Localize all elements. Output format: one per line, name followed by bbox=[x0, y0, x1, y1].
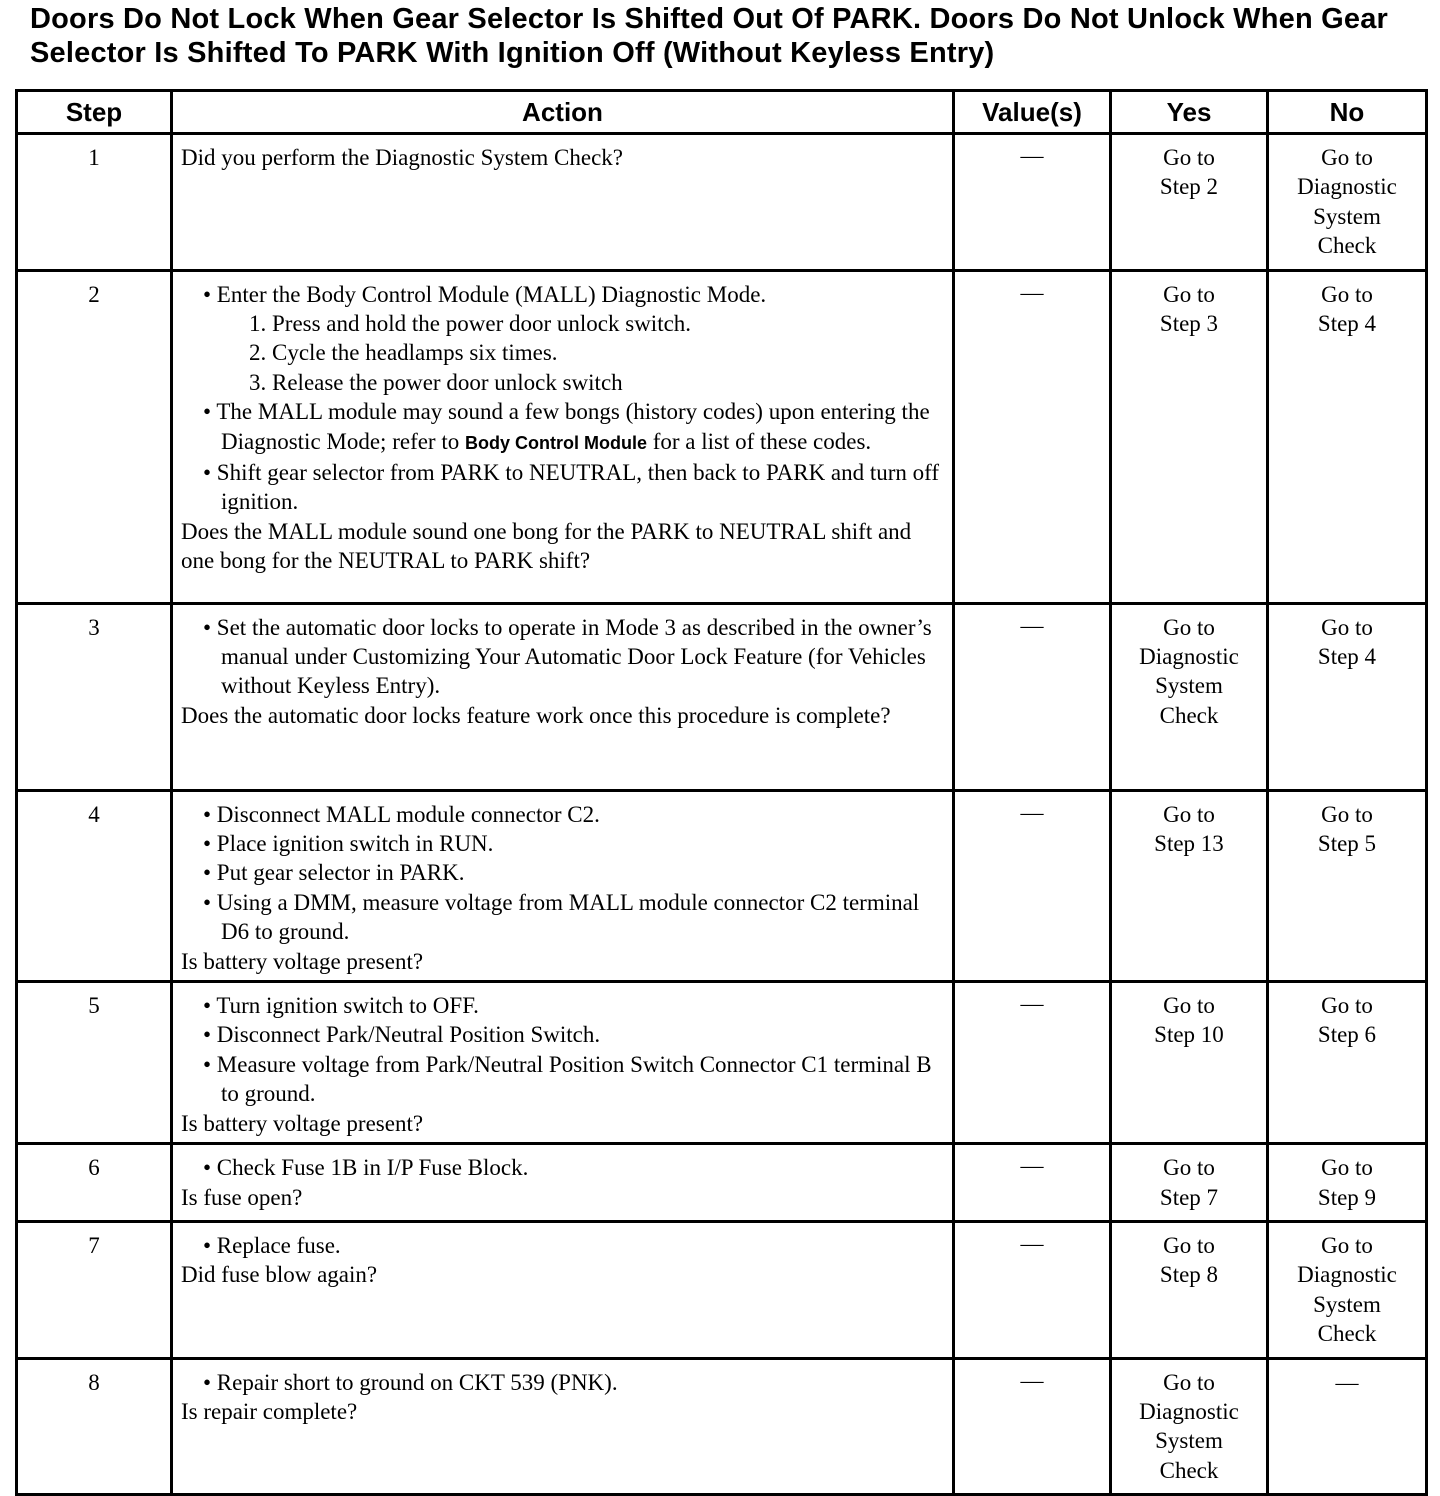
yes-cell: Go to Step 7 bbox=[1111, 1144, 1268, 1222]
value-cell: — bbox=[954, 603, 1111, 790]
yes-cell: Go to Step 13 bbox=[1111, 790, 1268, 981]
action-bullet: • Repair short to ground on CKT 539 (PNK). bbox=[203, 1369, 618, 1395]
table-row bbox=[17, 790, 1427, 981]
action-bullet: • Using a DMM, measure voltage from MALL module connector C2 terminal D6 to ground. bbox=[203, 889, 920, 945]
action-bullet: • Disconnect MALL module connector C2. bbox=[203, 801, 600, 827]
value-cell: — bbox=[954, 982, 1111, 1144]
yes-cell: Go to Step 8 bbox=[1111, 1221, 1268, 1358]
step-number: 3 bbox=[17, 603, 172, 790]
action-question: Did fuse blow again? bbox=[181, 1262, 378, 1288]
action-bullet: • Turn ignition switch to OFF. bbox=[203, 993, 479, 1019]
no-cell: Go to Step 9 bbox=[1268, 1144, 1427, 1222]
action-cell bbox=[172, 1358, 954, 1495]
step-number: 7 bbox=[17, 1221, 172, 1358]
action-cell bbox=[172, 1221, 954, 1358]
step-number: 4 bbox=[17, 790, 172, 981]
action-question: Is battery voltage present? bbox=[181, 948, 424, 974]
table-row bbox=[17, 1221, 1427, 1358]
action-cell bbox=[172, 1144, 954, 1222]
yes-cell: Go to Diagnostic System Check bbox=[1111, 1358, 1268, 1495]
action-question: Does the MALL module sound one bong for the PARK to NEUTRAL shift and one bong for the NEUTRAL to PARK shift? bbox=[181, 518, 912, 574]
value-cell: — bbox=[954, 270, 1111, 603]
action-substep: 1. Press and hold the power door unlock switch. bbox=[249, 311, 692, 337]
action-question: Is battery voltage present? bbox=[181, 1110, 424, 1136]
yes-cell: Go to Step 2 bbox=[1111, 134, 1268, 271]
action-bullet bbox=[181, 397, 946, 458]
table-header-row bbox=[17, 91, 1427, 134]
action-substep: 2. Cycle the headlamps six times. bbox=[249, 340, 558, 366]
table-row bbox=[17, 1144, 1427, 1222]
value-cell: — bbox=[954, 1221, 1111, 1358]
action-bullet: • Replace fuse. bbox=[203, 1232, 341, 1258]
step-number: 5 bbox=[17, 982, 172, 1144]
no-cell: Go to Diagnostic System Check bbox=[1268, 134, 1427, 271]
action-bullet: • Enter the Body Control Module (MALL) Diagnostic Mode. bbox=[203, 281, 767, 307]
page-title: Doors Do Not Lock When Gear Selector Is Shifted Out Of PARK. Doors Do Not Unlock When Gear Selector Is Shifted To PARK With Ignition Off (Without Keyless Entry) bbox=[30, 3, 1389, 69]
value-cell: — bbox=[954, 134, 1111, 271]
yes-cell: Go to Step 3 bbox=[1111, 270, 1268, 603]
no-cell: Go to Step 4 bbox=[1268, 603, 1427, 790]
step-number: 6 bbox=[17, 1144, 172, 1222]
header-no: No bbox=[1268, 91, 1427, 134]
no-cell: Go to Step 5 bbox=[1268, 790, 1427, 981]
yes-cell: Go to Step 10 bbox=[1111, 982, 1268, 1144]
header-action: Action bbox=[172, 91, 954, 134]
step-number: 2 bbox=[17, 270, 172, 603]
action-cell bbox=[172, 790, 954, 981]
action-bullet-text: • The MALL module may sound a few bongs (history codes) upon entering the Diagnostic Mode; refer to bbox=[203, 399, 930, 454]
yes-cell: Go to Diagnostic System Check bbox=[1111, 603, 1268, 790]
no-cell: — bbox=[1268, 1358, 1427, 1495]
no-cell: Go to Step 4 bbox=[1268, 270, 1427, 603]
table-row bbox=[17, 603, 1427, 790]
action-question: Is repair complete? bbox=[181, 1398, 358, 1424]
action-bullet: • Shift gear selector from PARK to NEUTRAL, then back to PARK and turn off ignition. bbox=[203, 460, 940, 515]
body-control-module-reference: Body Control Module bbox=[464, 432, 647, 453]
action-cell bbox=[172, 270, 954, 603]
table-row bbox=[17, 982, 1427, 1144]
header-yes: Yes bbox=[1111, 91, 1268, 134]
table-row bbox=[17, 1358, 1427, 1495]
table-row bbox=[17, 270, 1427, 603]
action-bullet: • Measure voltage from Park/Neutral Position Switch Connector C1 terminal B to ground. bbox=[203, 1051, 932, 1107]
action-cell bbox=[172, 982, 954, 1144]
no-cell: Go to Step 6 bbox=[1268, 982, 1427, 1144]
step-number: 1 bbox=[17, 134, 172, 271]
table-row bbox=[17, 134, 1427, 271]
action-cell bbox=[172, 134, 954, 271]
action-substep: 3. Release the power door unlock switch bbox=[249, 369, 623, 395]
action-bullet: • Place ignition switch in RUN. bbox=[203, 831, 494, 857]
action-bullet: • Put gear selector in PARK. bbox=[203, 860, 465, 886]
action-cell bbox=[172, 603, 954, 790]
step-number: 8 bbox=[17, 1358, 172, 1495]
action-question: Is fuse open? bbox=[181, 1184, 303, 1210]
action-question: Did you perform the Diagnostic System Check? bbox=[181, 145, 624, 170]
action-bullet-text: for a list of these codes. bbox=[646, 428, 872, 454]
action-bullet: • Set the automatic door locks to operate in Mode 3 as described in the owner’s manual under Customizing Your Automatic Door Lock Feature (for Vehicles without Keyless Entry). bbox=[203, 614, 932, 699]
no-cell: Go to Diagnostic System Check bbox=[1268, 1221, 1427, 1358]
action-bullet: • Disconnect Park/Neutral Position Switch. bbox=[203, 1022, 601, 1048]
header-values: Value(s) bbox=[954, 91, 1111, 134]
value-cell: — bbox=[954, 1144, 1111, 1222]
value-cell: — bbox=[954, 1358, 1111, 1495]
action-bullet: • Check Fuse 1B in I/P Fuse Block. bbox=[203, 1155, 529, 1181]
action-question: Does the automatic door locks feature work once this procedure is complete? bbox=[181, 702, 891, 728]
value-cell: — bbox=[954, 790, 1111, 981]
diagnostic-table bbox=[15, 89, 1428, 1496]
header-step: Step bbox=[17, 91, 172, 134]
